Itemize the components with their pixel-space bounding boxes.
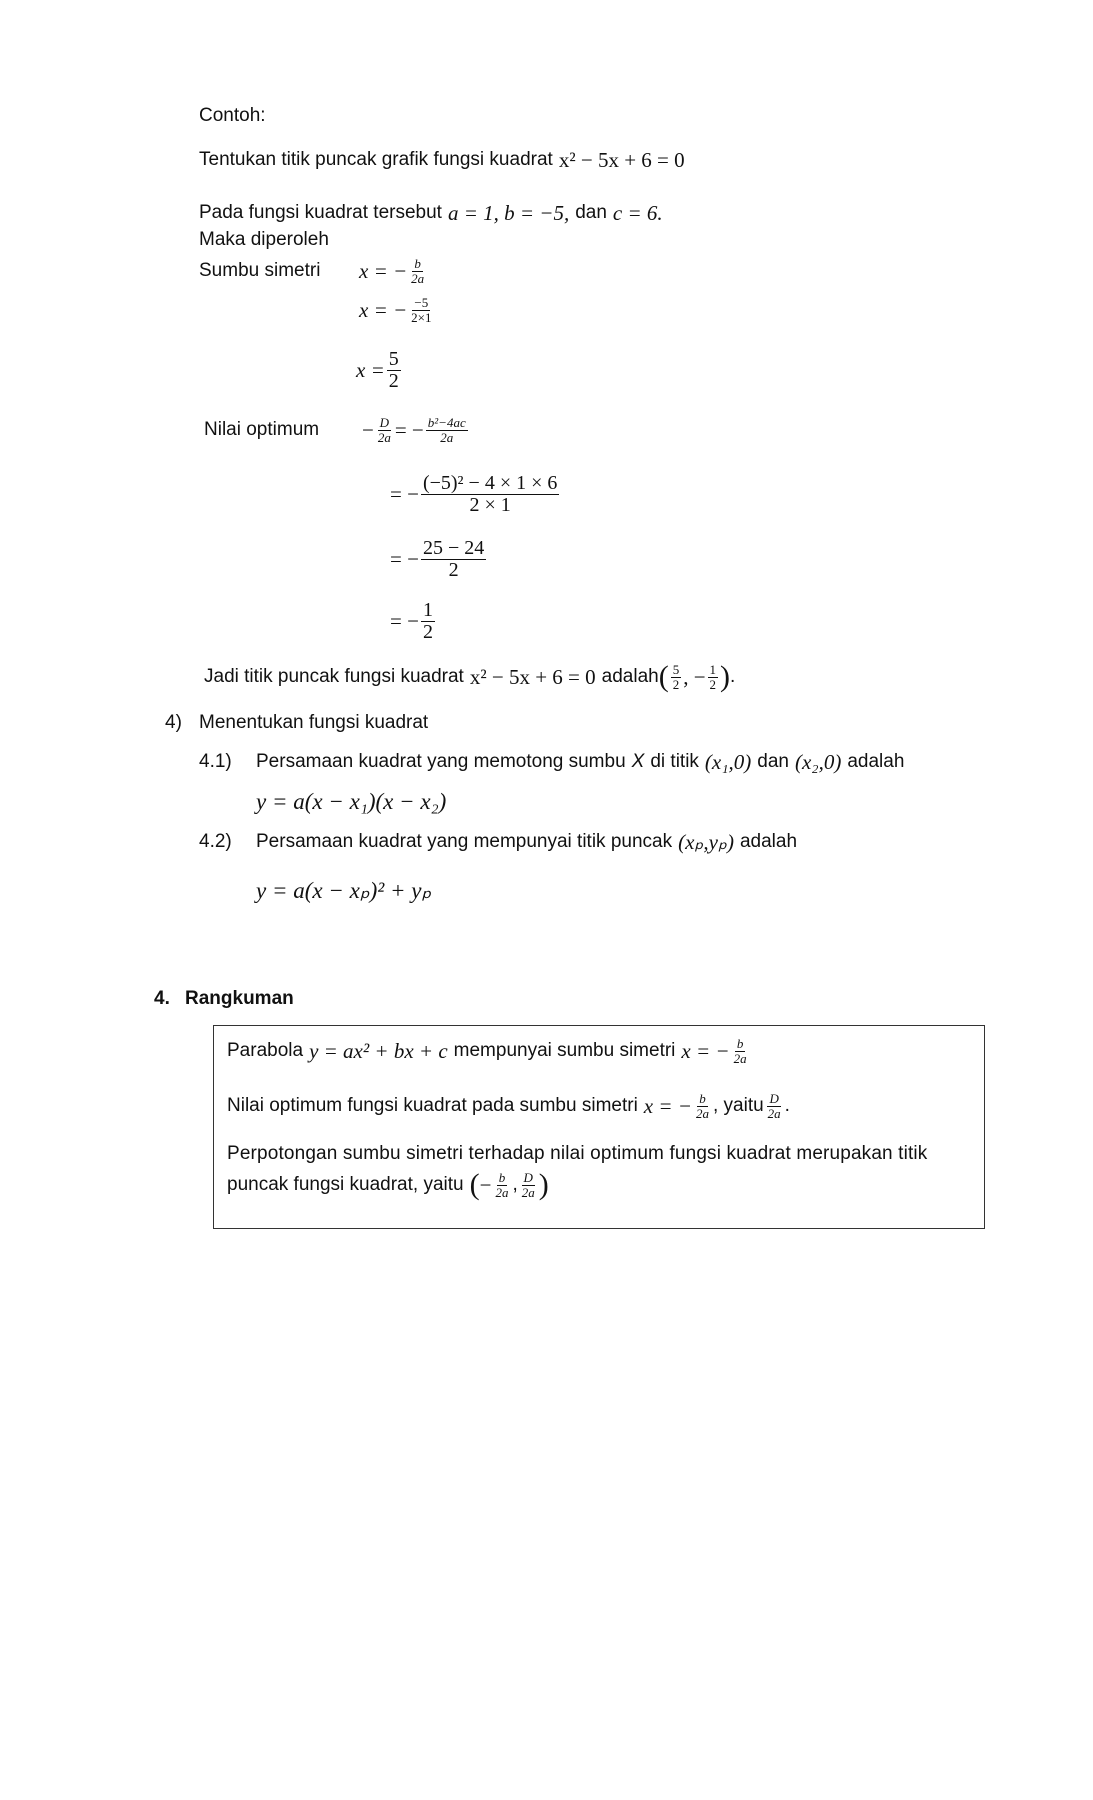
- question-equation: x² − 5x + 6 = 0: [558, 147, 685, 172]
- denominator: 2: [422, 620, 433, 643]
- given-values: [199, 198, 663, 228]
- paren-close: ): [720, 660, 731, 693]
- yaitu-text: , yaitu: [712, 1095, 764, 1116]
- optimum-step-2: [390, 536, 488, 581]
- denominator: 2a: [733, 1050, 747, 1066]
- lhs: x = −: [643, 1093, 692, 1118]
- item-4-1: [199, 747, 904, 777]
- maka-text: Maka diperoleh: [199, 229, 329, 250]
- summary-heading: [154, 984, 294, 1014]
- numerator: −5: [414, 294, 429, 310]
- heading-text: Contoh:: [199, 105, 266, 126]
- optimum-step-3: [390, 598, 437, 643]
- question-text: Tentukan titik puncak grafik fungsi kuadrat: [199, 149, 553, 170]
- section4-heading: [165, 708, 428, 738]
- optimum-step-0: [362, 415, 470, 445]
- given-ab: a = 1, b = −5,: [447, 200, 570, 225]
- fraction: [766, 1092, 783, 1120]
- optimum-label: [204, 415, 319, 445]
- sumbu-step-3: [356, 347, 403, 392]
- fraction: [732, 1037, 749, 1065]
- example-heading: [199, 101, 266, 131]
- item-text: Persamaan kuadrat yang mempunyai titik puncak: [256, 831, 673, 852]
- numerator: D: [379, 414, 390, 430]
- numerator: b: [699, 1090, 706, 1106]
- item-text2: di titik: [650, 751, 699, 772]
- summary-number: 4.: [154, 988, 170, 1009]
- dan-text: dan: [757, 751, 789, 772]
- summary-line-2: Nilai optimum fungsi kuadrat pada sumbu simetri x = − $\frac{b}{2a}$ , yaitu $\frac{D}{2a}$ .: [227, 1090, 790, 1121]
- example-question: [199, 145, 685, 175]
- numerator: D: [523, 1169, 533, 1185]
- denominator: 2a: [767, 1105, 781, 1121]
- fraction: [421, 600, 435, 643]
- section-number: 4): [165, 712, 182, 733]
- maka-line: [199, 225, 329, 255]
- numerator: b: [414, 255, 421, 271]
- sumbu-step-2: [359, 295, 436, 325]
- numerator: 5: [672, 661, 680, 677]
- denominator: 2a: [411, 270, 425, 286]
- fraction: [376, 416, 393, 444]
- numerator: 5: [388, 347, 399, 370]
- item-4-2: [199, 827, 797, 857]
- formula-4-2: [256, 876, 431, 906]
- sumbu-step-1: [359, 256, 428, 286]
- formula-4-1: [256, 787, 446, 817]
- paren-close: ): [538, 1168, 549, 1201]
- sumbu-label: [199, 256, 320, 286]
- adalah-text: adalah: [847, 751, 905, 772]
- denominator: 2×1: [411, 309, 432, 325]
- formula: y = a(x − x₁)(x − x₂): [256, 789, 447, 814]
- text: puncak fungsi kuadrat, yaitu: [227, 1174, 464, 1195]
- summary-line-4: puncak fungsi kuadrat, yaitu ( − $\frac{b}{2a}$ , $\frac{D}{2a}$ ): [227, 1168, 549, 1201]
- numerator: (−5)² − 4 × 1 × 6: [422, 471, 558, 494]
- item-text: Persamaan kuadrat yang memotong sumbu: [256, 751, 626, 772]
- paren-open: (: [469, 1168, 480, 1201]
- numerator: 25 − 24: [422, 536, 485, 559]
- fraction: [409, 257, 426, 285]
- text: Perpotongan sumbu simetri terhadap nilai optimum fungsi kuadrat merupakan titik: [227, 1143, 928, 1164]
- text: Nilai optimum fungsi kuadrat pada sumbu simetri: [227, 1095, 638, 1116]
- numerator: b²−4ac: [427, 414, 466, 430]
- denominator: 2: [448, 558, 459, 581]
- adalah-text: adalah: [739, 831, 798, 852]
- x-label: X: [631, 751, 645, 772]
- step-lhs: x = −: [359, 297, 408, 322]
- fraction: [671, 663, 682, 691]
- conclusion: Jadi titik puncak fungsi kuadrat x² − 5x + 6 = 0 adalah ( $\frac{5}{2}$ , − $\frac{1}{2}$ ) .: [204, 660, 736, 693]
- text: Parabola: [227, 1040, 304, 1061]
- denominator: 2: [388, 369, 399, 392]
- paren-open: (: [658, 660, 669, 693]
- summary-title: Rangkuman: [185, 988, 294, 1009]
- step-lhs: = −: [390, 481, 419, 506]
- numerator: 1: [709, 661, 717, 677]
- denominator: 2: [672, 676, 680, 692]
- point-2: (x₂,0): [794, 749, 842, 774]
- denominator: 2a: [495, 1184, 509, 1200]
- fraction: [426, 416, 468, 444]
- section-title: Menentukan fungsi kuadrat: [199, 712, 429, 733]
- minus: −: [362, 417, 374, 442]
- fraction: [694, 1092, 711, 1120]
- step-lhs: = −: [390, 608, 419, 633]
- point-vertex: (xₚ,yₚ): [678, 829, 734, 854]
- fraction: [421, 538, 486, 581]
- denominator: 2a: [377, 429, 391, 445]
- numerator: 1: [422, 598, 433, 621]
- denominator: 2a: [695, 1105, 709, 1121]
- sumbu-label-text: Sumbu simetri: [199, 260, 321, 281]
- formula: y = a(x − xₚ)² + yₚ: [256, 878, 432, 903]
- step-lhs: x = −: [359, 258, 408, 283]
- conclusion-text: Jadi titik puncak fungsi kuadrat: [204, 666, 464, 687]
- fraction: [520, 1171, 537, 1199]
- denominator: 2 × 1: [469, 493, 511, 516]
- lhs: x = −: [681, 1038, 730, 1063]
- equals: = −: [394, 417, 424, 442]
- given-text: Pada fungsi kuadrat tersebut: [199, 202, 442, 223]
- given-dan: dan: [575, 202, 607, 223]
- step-lhs: x =: [356, 357, 385, 382]
- conclusion-adalah: adalah: [601, 666, 659, 687]
- numerator: b: [498, 1169, 506, 1185]
- parabola-equation: y = ax² + bx + c: [309, 1038, 448, 1063]
- fraction: [708, 663, 719, 691]
- denominator: 2a: [440, 429, 454, 445]
- step-lhs: = −: [390, 546, 419, 571]
- numerator: b: [736, 1035, 744, 1051]
- denominator: 2a: [521, 1184, 535, 1200]
- optimum-label-text: Nilai optimum: [204, 419, 320, 440]
- fraction: [387, 349, 401, 392]
- fraction: [409, 296, 433, 324]
- item-number: 4.2): [199, 831, 232, 852]
- given-c: c = 6.: [612, 200, 663, 225]
- fraction: [493, 1171, 510, 1199]
- fraction: [421, 473, 559, 516]
- denominator: 2: [709, 676, 717, 692]
- separator: , −: [683, 664, 706, 689]
- item-number: 4.1): [199, 751, 232, 772]
- summary-line-3: [227, 1139, 927, 1169]
- summary-line-1: [227, 1036, 751, 1066]
- optimum-step-1: [390, 471, 561, 516]
- text: mempunyai sumbu simetri: [453, 1040, 676, 1061]
- conclusion-equation: x² − 5x + 6 = 0: [469, 664, 596, 689]
- point-1: (x₁,0): [704, 749, 752, 774]
- numerator: D: [769, 1090, 779, 1106]
